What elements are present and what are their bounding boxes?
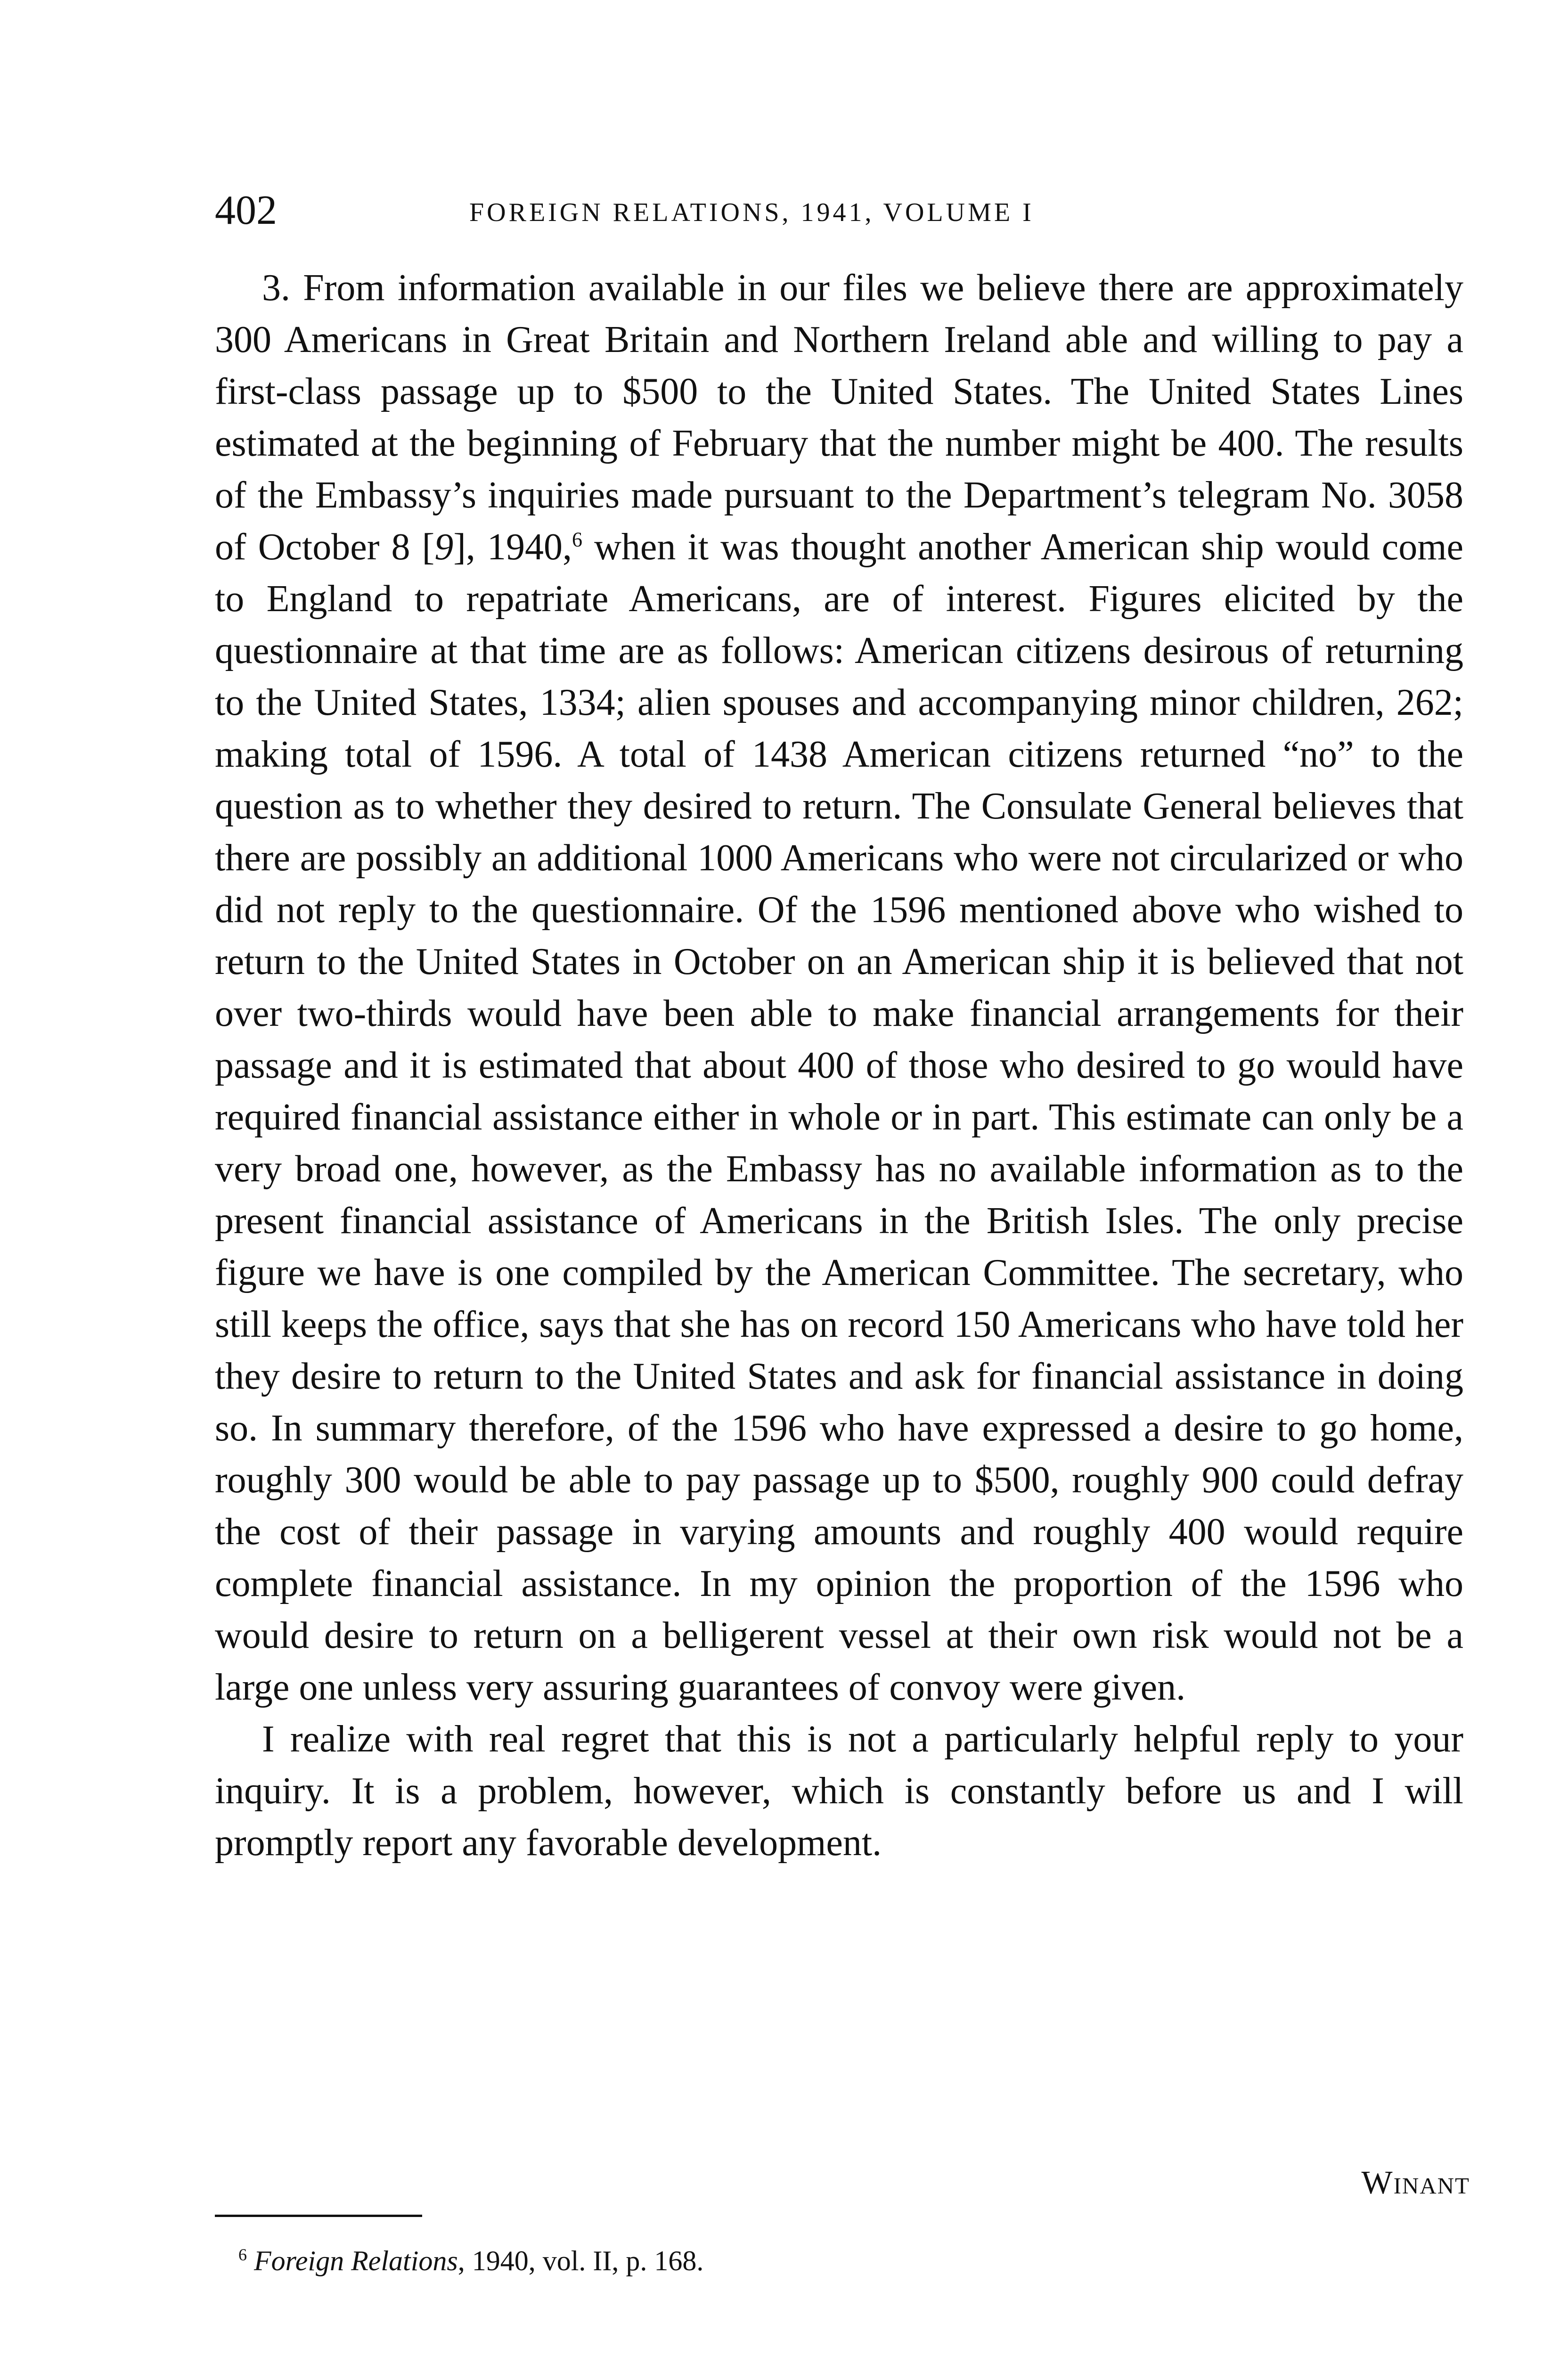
bracket-correction: 9 xyxy=(434,526,454,568)
footnote-reference: 6 xyxy=(572,528,583,551)
signature: Winant xyxy=(1361,2165,1470,2201)
running-head xyxy=(215,185,1473,237)
paragraph-3 xyxy=(215,262,1463,1713)
footnote-marker: 6 xyxy=(238,2245,247,2264)
closing-paragraph: I realize with real regret that this is not a particularly helpful reply to your inquiry. It is a problem, however, which is constantly before us and I will promptly report any favorable development. xyxy=(215,1718,1463,1864)
body-text xyxy=(215,262,1463,1869)
running-title: FOREIGN RELATIONS, 1941, VOLUME I xyxy=(469,198,1034,227)
footnote-citation: , 1940, vol. II, p. 168. xyxy=(457,2245,704,2276)
paragraph-3-part-b: ], 1940, xyxy=(453,526,572,568)
page-number: 402 xyxy=(215,188,277,233)
paragraph-3-part-c: when it was thought another American ship would come to England to repatriate Americans, are of interest. Figures elicited by the questionnaire at that time are as follows: American citizens desirous of returning to the United States, 1334; alien spouses and accompanying minor children, 262; making total of 1596. A total of 1438 American citizens returned “no” to the question as to whether they desired to return. The Consulate General believes that there are possibly an additional 1000 Americans who were not circularized or who did not reply to the questionnaire. Of the 1596 mentioned above who wished to return to the United States in October on an American ship it is believed that not over two-thirds would have been able to make financial arrangements for their passage and it is estimated that about 400 of those who desired to go would have required financial assistance either in whole or in part. This estimate can only be a very broad one, however, as the Embassy has no available information as to the present financial assistance of Americans in the British Isles. The only precise figure we have is one compiled by the American Committee. The secretary, who still keeps the office, says that she has on record 150 Americans who have told her they desire to return to the United States and ask for financial assistance in doing so. In summary therefore, of the 1596 who have expressed a desire to go home, roughly 300 would be able to pay passage up to $500, roughly 900 could defray the cost of their passage in varying amounts and roughly 400 would require complete financial assistance. In my opinion the proportion of the 1596 who would desire to return on a belligerent vessel at their own risk would not be a large one unless very assuring guarantees of convoy were given. xyxy=(215,526,1464,1708)
footnote-divider xyxy=(215,2215,422,2217)
footnote xyxy=(238,2242,703,2280)
paragraph-3-part-a: 3. From information available in our files we believe there are approximately 300 Americans in Great Britain and Northern Ireland able and willing to pay a first-class passage up to $500 to the United States. The United States Lines estimated at the beginning of February that the number might be 400. The results of the Embassy’s inquiries made pursuant to the Department’s telegram No. 3058 of October 8 [ xyxy=(215,267,1463,568)
footnote-title: Foreign Relations xyxy=(254,2245,458,2276)
